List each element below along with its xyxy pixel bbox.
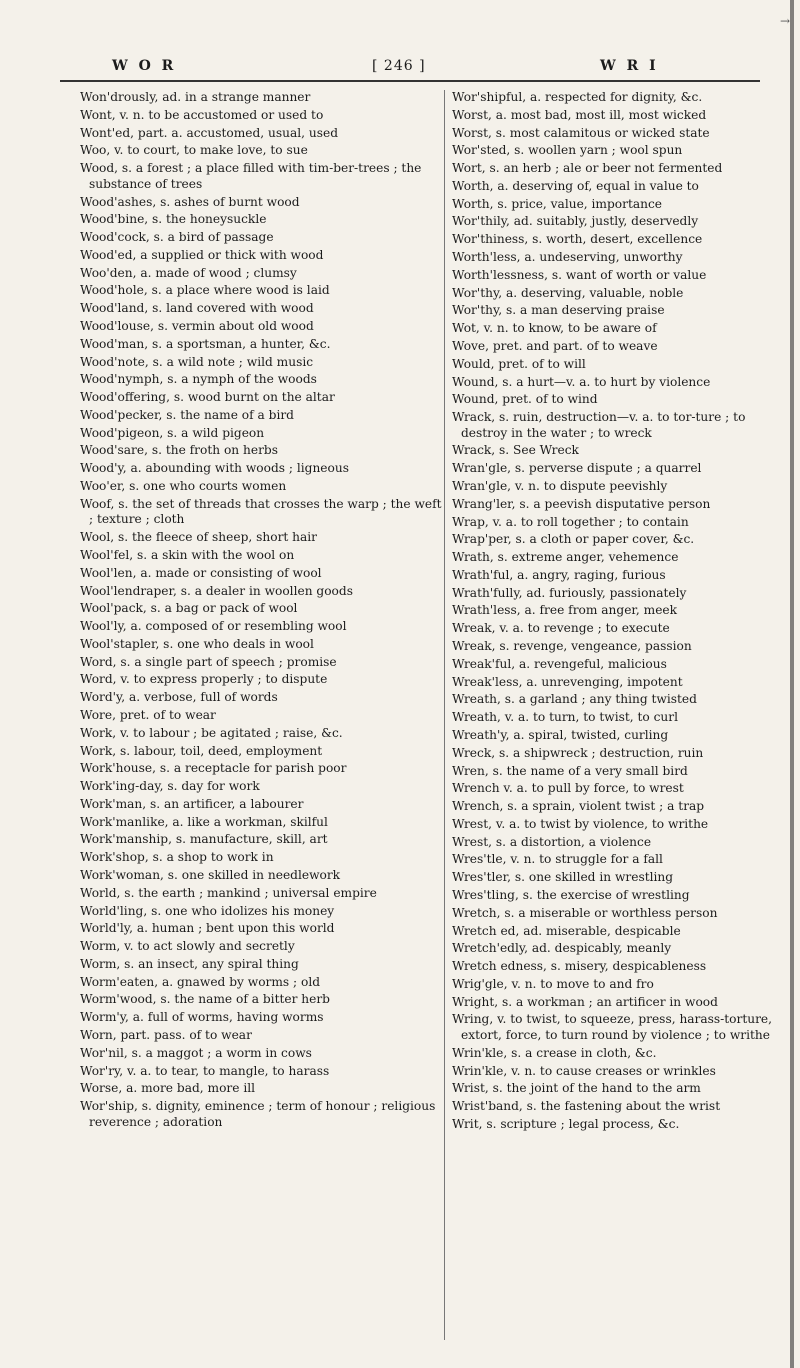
dictionary-entry: Wreak, v. a. to revenge ; to execute [452, 621, 670, 636]
dictionary-entry: Wrench, s. a sprain, violent twist ; a trap [452, 799, 705, 814]
dictionary-entry: Wrath, s. extreme anger, vehemence [452, 550, 679, 565]
dictionary-entry: Wood'pigeon, s. a wild pigeon [80, 425, 265, 440]
dictionary-entry: Wrath'ful, a. angry, raging, furious [452, 567, 666, 582]
dictionary-entry: Wreath, v. a. to turn, to twist, to curl [452, 710, 679, 725]
dictionary-entry: Wood'y, a. abounding with woods ; ligneous [80, 461, 349, 476]
dictionary-entry: Wres'tler, s. one skilled in wrestling [452, 870, 674, 885]
dictionary-entry: Wran'gle, s. perverse dispute ; a quarrel [452, 461, 702, 476]
dictionary-entry: World'ling, s. one who idolizes his money [80, 903, 335, 918]
dictionary-entry: Wren, s. the name of a very small bird [452, 763, 688, 778]
dictionary-entry: Wrist'band, s. the fastening about the wrist [452, 1099, 721, 1114]
dictionary-entry: Wreak'ful, a. revengeful, malicious [452, 656, 667, 671]
dictionary-entry: Wound, s. a hurt—v. a. to hurt by violence [452, 374, 711, 389]
corner-mark: → [779, 14, 790, 28]
dictionary-entry: Woof, s. the set of threads that crosses the warp ; the weft ; texture ; cloth [80, 496, 442, 527]
dictionary-entry: Wreck, s. a shipwreck ; destruction, ruin [452, 745, 704, 760]
dictionary-entry: Wor'ship, s. dignity, eminence ; term of honour ; religious reverence ; adoration [80, 1099, 436, 1129]
dictionary-entry: Wrath'fully, ad. furiously, passionately [452, 585, 687, 600]
dictionary-entry: Wor'thy, s. a man deserving praise [452, 303, 665, 318]
header-left: W O R [112, 58, 177, 74]
dictionary-entry: Wor'ry, v. a. to tear, to mangle, to harass [80, 1063, 330, 1078]
dictionary-entry: Wreath'y, a. spiral, twisted, curling [452, 727, 669, 742]
dictionary-entry: Work'man, s. an artificer, a labourer [80, 796, 304, 811]
dictionary-entry: Wool'pack, s. a bag or pack of wool [80, 601, 298, 616]
dictionary-entry: Wot, v. n. to know, to be aware of [452, 321, 657, 336]
dictionary-entry: Wretch, s. a miserable or worthless person [452, 905, 718, 920]
dictionary-entry: Wood'pecker, s. the name of a bird [80, 407, 294, 422]
dictionary-entry: Wood'note, s. a wild note ; wild music [80, 354, 314, 369]
dictionary-entry: Worth'less, a. undeserving, unworthy [452, 250, 683, 265]
dictionary-entry: Wor'shipful, a. respected for dignity, &c. [452, 90, 703, 104]
dictionary-entry: Wrath'less, a. free from anger, meek [452, 603, 678, 618]
dictionary-entry: Worm'eaten, a. gnawed by worms ; old [80, 974, 321, 989]
dictionary-entry: Wor'thiness, s. worth, desert, excellence [452, 232, 703, 247]
dictionary-entry: Wran'gle, v. n. to dispute peevishly [452, 479, 668, 493]
dictionary-entry: Word, v. to express properly ; to dispute [80, 672, 328, 687]
dictionary-entry: Work, v. to labour ; be agitated ; raise, &c. [80, 725, 343, 740]
dictionary-entry: Work'woman, s. one skilled in needlework [80, 868, 341, 882]
dictionary-entry: World, s. the earth ; mankind ; universal empire [80, 885, 377, 900]
dictionary-entry: Word, s. a single part of speech ; promise [80, 654, 337, 669]
dictionary-entry: Wres'tle, v. n. to struggle for a fall [452, 852, 663, 867]
dictionary-entry: Wool'ly, a. composed of or resembling wool [80, 619, 347, 634]
dictionary-entry: Wood'ed, a supplied or thick with wood [80, 247, 324, 262]
dictionary-entry: Wood'bine, s. the honeysuckle [80, 212, 267, 227]
dictionary-entry: Wrest, s. a distortion, a violence [452, 834, 652, 849]
dictionary-entry: Wore, pret. of to wear [80, 707, 216, 722]
dictionary-entry: Worm'y, a. full of worms, having worms [80, 1010, 324, 1025]
page-number: [ 246 ] [372, 58, 426, 74]
dictionary-entry: Worst, a. most bad, most ill, most wicked [452, 107, 707, 122]
header-rule [60, 80, 760, 82]
dictionary-entry: Wool'lendraper, s. a dealer in woollen goods [80, 583, 353, 598]
dictionary-entry: Wring, v. to twist, to squeeze, press, harass-torture, extort, force, to turn round by violence ; to writhe [452, 1012, 772, 1043]
dictionary-entry: Worth, a. deserving of, equal in value to [452, 178, 699, 193]
dictionary-entry: Wretch edness, s. misery, despicableness [452, 959, 707, 974]
dictionary-entry: Worm, v. to act slowly and secretly [80, 939, 295, 954]
dictionary-entry: Wrap, v. a. to roll together ; to contain [452, 514, 689, 529]
dictionary-entry: Wove, pret. and part. of to weave [452, 338, 658, 353]
dictionary-entry: Woo'den, a. made of wood ; clumsy [80, 265, 297, 280]
dictionary-entry: Wrest, v. a. to twist by violence, to writhe [452, 816, 709, 831]
header-right: W R I [600, 58, 659, 74]
dictionary-entry: Worth'lessness, s. want of worth or value [452, 267, 707, 282]
page-header [60, 58, 750, 80]
dictionary-entry: Wor'thily, ad. suitably, justly, deservedly [452, 214, 699, 229]
dictionary-entry: Wood, s. a forest ; a place filled with tim-ber-trees ; the substance of trees [80, 161, 422, 191]
dictionary-entry: Wreath, s. a garland ; any thing twisted [452, 692, 697, 707]
dictionary-entry: Work'ing-day, s. day for work [80, 779, 260, 794]
dictionary-entry: Wrack, s. See Wreck [452, 443, 579, 458]
dictionary-entry: Worst, s. most calamitous or wicked state [452, 125, 710, 140]
dictionary-entry: Wright, s. a workman ; an artificer in wood [452, 994, 718, 1009]
dictionary-entry: Worm'wood, s. the name of a bitter herb [80, 992, 330, 1007]
dictionary-entry: Wool, s. the fleece of sheep, short hair [80, 530, 318, 545]
dictionary-entry: Wretch'edly, ad. despicably, meanly [452, 941, 672, 956]
dictionary-entry: Work'manship, s. manufacture, skill, art [80, 832, 328, 847]
left-column [80, 90, 445, 1133]
dictionary-entry: Wood'louse, s. vermin about old wood [80, 318, 314, 333]
dictionary-entry: Woo, v. to court, to make love, to sue [80, 143, 308, 158]
dictionary-entry: Wrack, s. ruin, destruction—v. a. to tor-ture ; to destroy in the water ; to wreck [452, 410, 746, 440]
dictionary-entry: Wood'ashes, s. ashes of burnt wood [80, 194, 300, 209]
dictionary-entry: Wrench v. a. to pull by force, to wrest [452, 781, 684, 796]
dictionary-entry: Wood'land, s. land covered with wood [80, 301, 314, 316]
dictionary-entry: Wood'nymph, s. a nymph of the woods [80, 372, 317, 387]
dictionary-entry: Worm, s. an insect, any spiral thing [80, 956, 299, 971]
dictionary-entry: Wood'hole, s. a place where wood is laid [80, 283, 330, 298]
dictionary-entry: Wood'sare, s. the froth on herbs [80, 443, 278, 458]
dictionary-entry: Wood'man, s. a sportsman, a hunter, &c. [80, 336, 331, 351]
dictionary-entry: Wrig'gle, v. n. to move to and fro [452, 976, 654, 991]
dictionary-entry: Work'manlike, a. like a workman, skilful [80, 814, 328, 829]
dictionary-entry: Wreak, s. revenge, vengeance, passion [452, 639, 692, 654]
dictionary-entry: Worn, part. pass. of to wear [80, 1028, 252, 1043]
dictionary-entry: Wres'tling, s. the exercise of wrestling [452, 887, 690, 902]
dictionary-entry: Wont'ed, part. a. accustomed, usual, used [80, 125, 339, 140]
dictionary-entry: Won'drously, ad. in a strange manner [80, 90, 311, 104]
dictionary-entry: Wont, v. n. to be accustomed or used to [80, 107, 324, 122]
dictionary-entry: Wort, s. an herb ; ale or beer not fermented [452, 161, 723, 176]
dictionary-entry: Wrist, s. the joint of the hand to the arm [452, 1081, 701, 1096]
dictionary-entry: Wor'thy, a. deserving, valuable, noble [452, 285, 684, 300]
dictionary-entry: Wrin'kle, v. n. to cause creases or wrinkles [452, 1063, 716, 1078]
page-edge-shadow [790, 0, 794, 1368]
dictionary-entry: Wrin'kle, s. a crease in cloth, &c. [452, 1045, 657, 1060]
dictionary-entry: Woo'er, s. one who courts women [80, 479, 287, 493]
dictionary-entry: Work, s. labour, toil, deed, employment [80, 743, 323, 758]
dictionary-entry: Wrang'ler, s. a peevish disputative person [452, 496, 711, 511]
dictionary-entry: Wound, pret. of to wind [452, 392, 598, 407]
dictionary-entry: Work'house, s. a receptacle for parish poor [80, 761, 347, 776]
dictionary-entry: Wretch ed, ad. miserable, despicable [452, 923, 681, 938]
dictionary-entry: Wreak'less, a. unrevenging, impotent [452, 674, 683, 689]
dictionary-entry: Wool'fel, s. a skin with the wool on [80, 547, 295, 562]
dictionary-entry: Worth, s. price, value, importance [452, 196, 663, 211]
dictionary-entry: Wood'offering, s. wood burnt on the altar [80, 390, 335, 405]
dictionary-entry: Wor'sted, s. woollen yarn ; wool spun [452, 143, 683, 158]
dictionary-entry: Wool'stapler, s. one who deals in wool [80, 636, 314, 651]
dictionary-entry: Wool'len, a. made or consisting of wool [80, 565, 322, 580]
right-column [452, 90, 784, 1135]
dictionary-entry: Work'shop, s. a shop to work in [80, 850, 274, 865]
dictionary-entry: Writ, s. scripture ; legal process, &c. [452, 1116, 680, 1131]
dictionary-entry: Worse, a. more bad, more ill [80, 1081, 256, 1096]
dictionary-entry: Would, pret. of to will [452, 356, 586, 371]
dictionary-entry: Word'y, a. verbose, full of words [80, 690, 278, 705]
column-divider [444, 90, 445, 1340]
dictionary-entry: Wrap'per, s. a cloth or paper cover, &c. [452, 532, 695, 547]
dictionary-entry: World'ly, a. human ; bent upon this world [80, 921, 335, 936]
dictionary-entry: Wor'nil, s. a maggot ; a worm in cows [80, 1045, 312, 1060]
dictionary-entry: Wood'cock, s. a bird of passage [80, 230, 274, 245]
